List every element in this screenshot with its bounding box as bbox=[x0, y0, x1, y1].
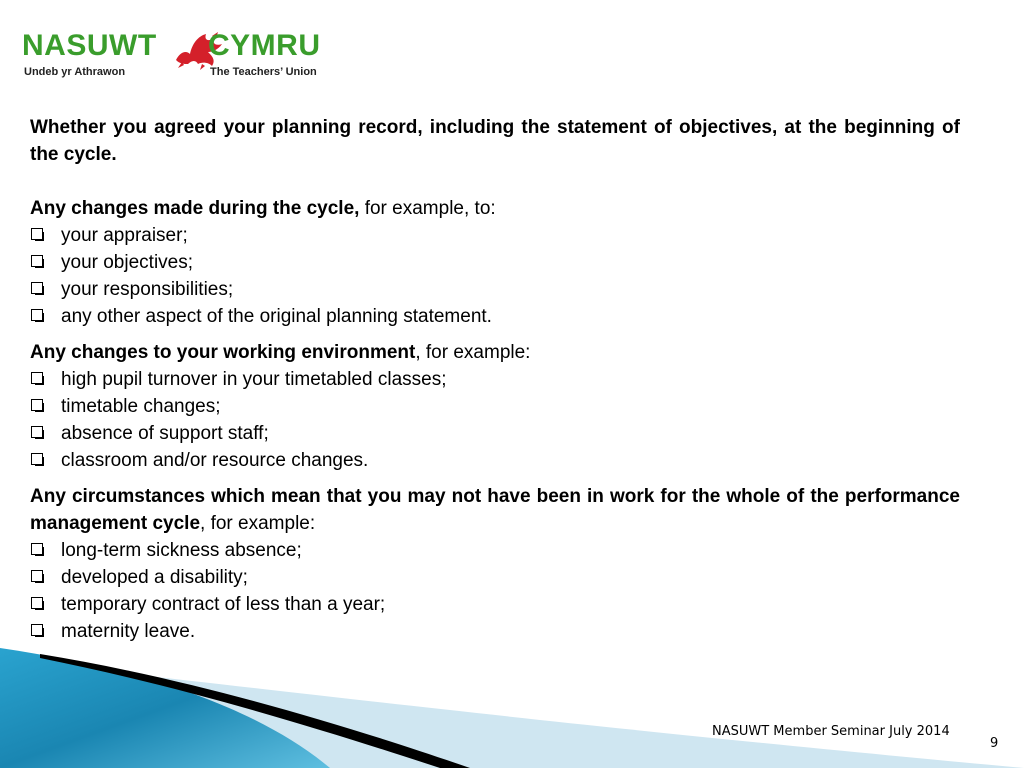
section1-lead-rest: for example, to: bbox=[359, 198, 496, 219]
list-item-text: your appraiser; bbox=[61, 225, 188, 246]
list-item-text: temporary contract of less than a year; bbox=[61, 594, 386, 615]
section2-lead-bold: Any changes to your working environment bbox=[30, 342, 416, 363]
list-item bbox=[30, 303, 960, 330]
checkbox-bullet-icon bbox=[31, 255, 43, 267]
section-circumstances-heading bbox=[30, 483, 960, 537]
list-item-text: your objectives; bbox=[61, 252, 194, 273]
checkbox-bullet-icon bbox=[31, 453, 43, 465]
section3-lead-bold: Any circumstances which mean that you may not have been in work for the whole of the performance management cycle bbox=[30, 486, 960, 534]
list-item bbox=[30, 222, 960, 249]
section-changes-cycle-heading bbox=[30, 195, 960, 222]
checkbox-bullet-icon bbox=[31, 282, 43, 294]
decorative-swoosh bbox=[0, 640, 1024, 768]
logo-cymru-text: CYMRU bbox=[208, 29, 321, 62]
checkbox-bullet-icon bbox=[31, 309, 43, 321]
list-item-text: absence of support staff; bbox=[61, 423, 269, 444]
checkbox-bullet-icon bbox=[31, 597, 43, 609]
list-item-text: developed a disability; bbox=[61, 567, 248, 588]
list-item bbox=[30, 420, 960, 447]
list-item-text: long-term sickness absence; bbox=[61, 540, 302, 561]
page-number: 9 bbox=[990, 736, 999, 751]
list-item-text: classroom and/or resource changes. bbox=[61, 450, 369, 471]
section2-list bbox=[30, 366, 960, 474]
checkbox-bullet-icon bbox=[31, 543, 43, 555]
list-item bbox=[30, 393, 960, 420]
list-item bbox=[30, 366, 960, 393]
list-item bbox=[30, 447, 960, 474]
list-item-text: high pupil turnover in your timetabled classes; bbox=[61, 369, 447, 390]
list-item bbox=[30, 591, 960, 618]
list-item bbox=[30, 537, 960, 564]
list-item bbox=[30, 249, 960, 276]
checkbox-bullet-icon bbox=[31, 372, 43, 384]
checkbox-bullet-icon bbox=[31, 426, 43, 438]
footer-seminar-text: NASUWT Member Seminar July 2014 bbox=[712, 724, 950, 739]
checkbox-bullet-icon bbox=[31, 399, 43, 411]
list-item-text: maternity leave. bbox=[61, 621, 196, 642]
section1-lead-bold: Any changes made during the cycle, bbox=[30, 198, 360, 219]
nasuwt-cymru-logo bbox=[22, 30, 332, 82]
logo-left-subtitle: Undeb yr Athrawon bbox=[24, 66, 126, 78]
list-item-text: your responsibilities; bbox=[61, 279, 234, 300]
list-item-text: any other aspect of the original planning statement. bbox=[61, 306, 492, 327]
list-item-text: timetable changes; bbox=[61, 396, 221, 417]
section1-list bbox=[30, 222, 960, 330]
checkbox-bullet-icon bbox=[31, 228, 43, 240]
list-item bbox=[30, 276, 960, 303]
logo-nasuwt-text: NASUWT bbox=[22, 29, 157, 62]
checkbox-bullet-icon bbox=[31, 624, 43, 636]
section2-lead-rest: , for example: bbox=[415, 342, 531, 363]
section-working-environment-heading bbox=[30, 339, 960, 366]
logo-right-subtitle: The Teachers’ Union bbox=[210, 66, 317, 78]
section3-list bbox=[30, 537, 960, 645]
intro-paragraph: Whether you agreed your planning record, including the statement of objectives, at the beginning of the cycle. bbox=[30, 117, 960, 165]
slide-body bbox=[30, 114, 960, 645]
list-item bbox=[30, 564, 960, 591]
section3-lead-rest: , for example: bbox=[200, 513, 316, 534]
checkbox-bullet-icon bbox=[31, 570, 43, 582]
